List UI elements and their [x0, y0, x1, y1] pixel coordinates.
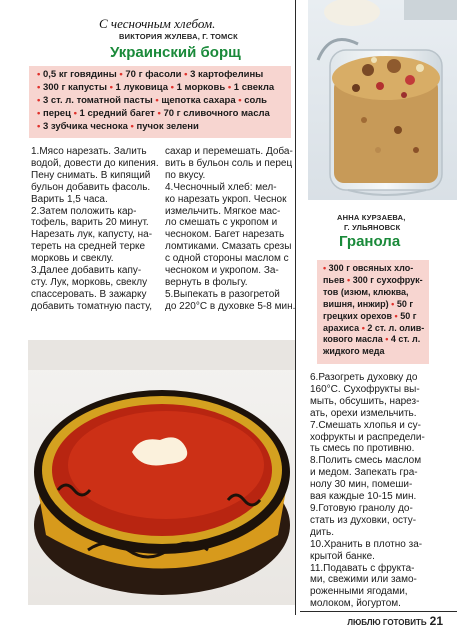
- step-line: 7.Смешать хлопья и су-: [310, 419, 421, 431]
- borscht-intro: С чесночным хлебом.: [99, 16, 216, 31]
- step-line: хофрукты и распредели-: [310, 431, 425, 443]
- step-line: крытой банке.: [310, 550, 375, 562]
- ingredient-item: арахиса: [323, 322, 360, 333]
- step-line: ми, свежими или замо-: [310, 574, 417, 586]
- ingredient-item: щепотка сахара: [161, 94, 236, 106]
- step-line: водой, довести до кипения.: [31, 157, 159, 169]
- bullet-icon: •: [361, 322, 365, 333]
- bullet-icon: •: [238, 94, 242, 106]
- ingredient-item: 50 г: [400, 310, 417, 321]
- ingredient-item: 4 ст. л.: [390, 334, 421, 345]
- ingredient-line: [323, 263, 429, 275]
- step-line: ломтиками. Смазать срезы: [165, 241, 292, 253]
- ingredient-item: 3 картофелины: [190, 69, 264, 80]
- step-line: тереть на средней терке: [31, 241, 146, 253]
- ingredient-item: вишня, инжир): [323, 298, 389, 309]
- ingredient-item: пучок зелени: [136, 120, 199, 132]
- step-line: 160°С. Сухофрукты вы-: [310, 383, 420, 395]
- step-line: мыть, обсушить, нарез-: [310, 395, 420, 407]
- bullet-icon: •: [227, 81, 232, 93]
- bullet-icon: •: [37, 94, 41, 106]
- small-jar-lid: [324, 0, 380, 26]
- step-line: чесноком и укропом. За-: [165, 265, 279, 277]
- step-line: дить.: [310, 526, 334, 538]
- borscht-ingredients: [29, 66, 291, 138]
- ingredient-item: 1 свекла: [233, 81, 275, 93]
- step-line: 4.Чесночный хлеб: мел-: [165, 181, 277, 193]
- step-line: сахар и перемешать. Доба-: [165, 146, 293, 157]
- step-line: ть смесь по противню.: [310, 443, 415, 455]
- step-line: стать из духовки, осту-: [310, 514, 417, 526]
- step-line: роженными ягодами,: [310, 586, 408, 598]
- step-line: ко нарезать укроп. Чеснок: [165, 193, 287, 205]
- step-line: ать, орехи измельчить.: [310, 407, 417, 419]
- borscht-steps-left: [31, 146, 161, 313]
- ingredient-item: грецких орехов: [323, 310, 393, 321]
- magazine-name: ЛЮБЛЮ ГОТОВИТЬ: [347, 618, 427, 627]
- ingredient-line: [37, 95, 291, 108]
- ingredient-item: 300 г сухофрук-: [352, 274, 423, 285]
- step-line: до 220°С в духовке 5-8 мин.: [165, 300, 296, 312]
- bullet-icon: •: [184, 69, 188, 80]
- ingredient-line: [323, 323, 429, 335]
- ingredient-item: 0,5 кг говядины: [42, 69, 117, 80]
- ingredient-item: 300 г капусты: [42, 81, 107, 93]
- borscht-bowl-illustration: [28, 340, 296, 605]
- ingredient-item: 1 луковица: [115, 81, 169, 93]
- step-line: 1.Мясо нарезать. Залить: [31, 146, 147, 157]
- ingredient-item: соль: [244, 94, 267, 106]
- bullet-icon: •: [170, 81, 174, 93]
- ingredient-item: 2 ст. л. олив-: [367, 322, 425, 333]
- page-footer: [320, 614, 457, 628]
- step-line: чесноком. Багет нарезать: [165, 229, 285, 241]
- ingredient-line: [37, 82, 291, 95]
- borscht-bowl-photo: [28, 340, 296, 605]
- step-line: 6.Разогреть духовку до: [310, 372, 418, 383]
- bullet-icon: •: [37, 107, 41, 119]
- step-line: морковь и свеклу.: [31, 253, 114, 265]
- step-line: 8.Полить смесь маслом: [310, 455, 422, 467]
- step-line: вить в бульон соль и перец: [165, 157, 293, 169]
- ingredient-item: 3 ст. л. томатной пасты: [42, 94, 153, 106]
- step-line: бульон добавить фасоль.: [31, 181, 151, 193]
- step-line: 5.Выпекать в разогретой: [165, 288, 280, 300]
- bullet-icon: •: [157, 107, 161, 119]
- step-line: Пену снимать. В кипящий: [31, 169, 151, 181]
- borscht-author: ВИКТОРИЯ ЖУЛЕВА, Г. ТОМСК: [119, 32, 238, 41]
- step-line: 9.Готовую гранолу до-: [310, 502, 413, 514]
- step-line: вая каждые 10-15 мин.: [310, 491, 417, 503]
- ingredient-line: [37, 108, 291, 121]
- granola-author-name: АННА КУРЗАЕВА,: [337, 213, 406, 222]
- step-line: измельчить. Мягкое мас-: [165, 205, 281, 217]
- ingredient-item: 1 морковь: [176, 81, 226, 93]
- bullet-icon: •: [323, 263, 327, 273]
- bullet-icon: •: [37, 120, 41, 132]
- granola-jar-illustration: [308, 0, 457, 200]
- bullet-icon: •: [37, 69, 41, 80]
- bullet-icon: •: [155, 94, 159, 106]
- step-line: вернуть в фольгу.: [165, 276, 248, 288]
- ingredient-line: [37, 121, 291, 134]
- footer-divider: [300, 611, 457, 612]
- ingredient-line: [323, 275, 429, 287]
- step-line: Нарезать лук, капусту, на-: [31, 229, 153, 241]
- ingredient-item: 70 г фасоли: [125, 69, 182, 80]
- ingredient-line: [323, 334, 429, 346]
- bullet-icon: •: [385, 334, 389, 345]
- ingredient-line: [37, 69, 291, 82]
- ingredient-item: пьев: [323, 274, 345, 285]
- bullet-icon: •: [37, 81, 41, 93]
- ingredient-line: [323, 299, 429, 311]
- ingredient-item: 50 г: [396, 298, 414, 309]
- granola-jar-photo: [308, 0, 457, 200]
- ingredient-item: перец: [42, 107, 71, 119]
- step-line: нолу 30 мин, помеши-: [310, 479, 413, 491]
- bullet-icon: •: [119, 69, 123, 80]
- granola-steps: [310, 372, 455, 610]
- step-line: 2.Затем положить кар-: [31, 205, 137, 217]
- step-line: тофель, варить 20 минут.: [31, 217, 149, 229]
- ingredient-line: [323, 311, 429, 323]
- step-line: 3.Далее добавить капу-: [31, 265, 142, 277]
- page-number: 21: [429, 614, 443, 628]
- step-line: ло смешать с укропом и: [165, 217, 278, 229]
- granola-ingredients: [317, 260, 429, 364]
- step-line: сту. Лук, морковь, свеклу: [31, 276, 148, 288]
- step-line: спассеровать. В зажарку: [31, 288, 147, 300]
- granola-title: Гранола: [339, 233, 401, 250]
- step-line: молоком, йогуртом.: [310, 598, 401, 610]
- ingredient-item: кового масла: [323, 334, 383, 345]
- ingredient-item: 3 зубчика чеснока: [42, 120, 128, 132]
- step-line: с одной стороны маслом с: [165, 253, 289, 265]
- ingredient-item: 1 средний багет: [79, 107, 155, 119]
- borscht-steps-right: [165, 146, 296, 313]
- step-line: по вкусу.: [165, 169, 206, 181]
- borscht-title: Украинский борщ: [110, 44, 241, 61]
- bullet-icon: •: [130, 120, 134, 132]
- step-line: Варить 1,5 часа.: [31, 193, 108, 205]
- ingredient-line: тов (изюм, клюква,: [323, 286, 409, 297]
- bullet-icon: •: [73, 107, 77, 119]
- step-line: добавить томатную пасту,: [31, 300, 152, 312]
- ingredient-line: жидкого меда: [323, 346, 385, 357]
- ingredient-item: 300 г овсяных хло-: [328, 263, 414, 273]
- step-line: и медом. Запекать гра-: [310, 467, 418, 479]
- bullet-icon: •: [347, 274, 351, 285]
- ingredient-item: 70 г сливочного масла: [163, 107, 270, 119]
- step-line: 10.Хранить в плотно за-: [310, 538, 423, 550]
- column-divider: [295, 0, 296, 615]
- step-line: 11.Подавать с фрукта-: [310, 562, 415, 574]
- bullet-icon: •: [391, 298, 395, 309]
- bullet-icon: •: [394, 310, 398, 321]
- bullet-icon: •: [109, 81, 113, 93]
- granola-author-city: Г. УЛЬЯНОВСК: [344, 223, 401, 232]
